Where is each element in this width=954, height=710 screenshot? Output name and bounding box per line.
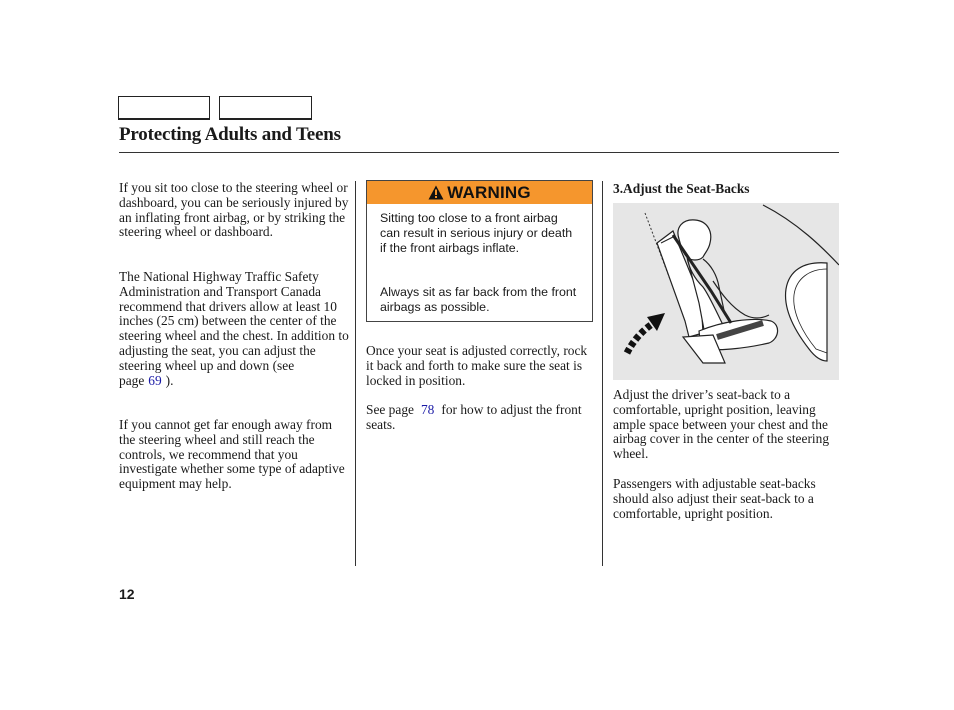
right-paragraph-2: Passengers with adjustable seat-backs should also adjust their seat-back to a comfortable, upright position. (613, 476, 816, 521)
middle-paragraph-2-end: for how to adjust the front seats. (366, 402, 582, 432)
seat-back-illustration (613, 203, 839, 380)
middle-paragraph-2 (366, 403, 594, 433)
middle-paragraph-2-text: See page (366, 402, 414, 417)
page-title: Protecting Adults and Teens (119, 124, 341, 145)
warning-triangle-icon (428, 185, 444, 200)
warning-header (367, 181, 592, 204)
left-paragraph-2-end: ). (165, 372, 174, 388)
driver-seat-diagram (613, 203, 839, 380)
left-paragraph-1: If you sit too close to the steering wheel or dashboard, you can be seriously injured by an inflating front airbag, or by striking the steering wheel or dashboard. (119, 180, 349, 240)
middle-paragraph-1: Once your seat is adjusted correctly, rock it back and forth to make sure the seat is locked in position. (366, 343, 588, 388)
nav-tab-2[interactable] (219, 96, 312, 120)
column-divider-right (602, 181, 603, 566)
left-paragraph-2 (119, 270, 349, 388)
right-paragraph-1: Adjust the driver’s seat-back to a comfortable, upright position, leaving ample space between your chest and the airbag cover in the center of the steering wheel. (613, 387, 830, 462)
nav-tab-1[interactable] (118, 96, 210, 120)
page-number: 12 (119, 586, 135, 602)
warning-text-1: Sitting too close to a front airbag can result in serious injury or death if the front airbags inflate. (380, 211, 573, 255)
warning-box (366, 180, 593, 322)
warning-text-2: Always sit as far back from the front airbags as possible. (380, 285, 577, 314)
column-divider-left (355, 181, 356, 566)
left-paragraph-3: If you cannot get far enough away from the steering wheel and still reach the controls, we recommend that you investigate whether some type of adaptive equipment may help. (119, 417, 345, 492)
left-paragraph-2-text: The National Highway Traffic Safety Administration and Transport Canada recommend that drivers allow at least 10 inches (25 cm) between the center of the steering wheel and the chest. In addition to adjusting the seat, you can adjust the steering wheel up and down (see page (119, 269, 349, 388)
page-link-78[interactable]: 78 (420, 402, 435, 417)
section-heading: 3.Adjust the Seat-Backs (613, 181, 750, 196)
warning-label: WARNING (447, 182, 531, 202)
page-link-69[interactable]: 69 (148, 372, 162, 388)
title-divider (119, 152, 839, 153)
